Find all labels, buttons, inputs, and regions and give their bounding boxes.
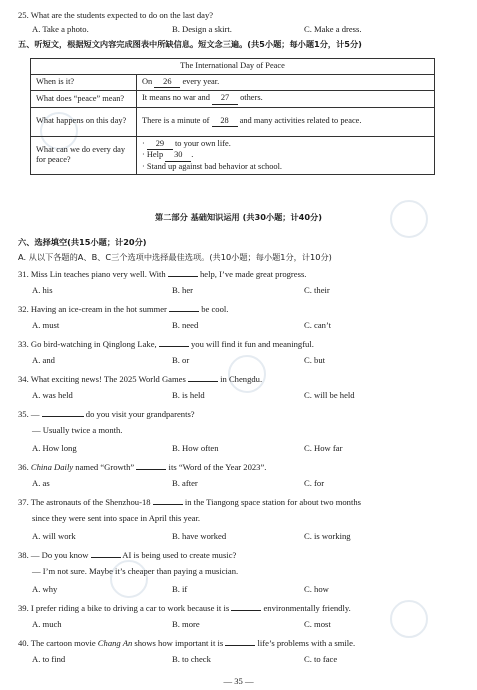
answer-blank-27: 27 [212,93,238,105]
question-38-stem: 38. — Do you know AI is being used to create music? [18,550,237,560]
question-34-stem: 34. What exciting news! The 2025 World Games in Chengdu. [18,374,263,384]
table-row: What can we do every day for peace? · 29 to your own life. · Help 30 . · Stand up against bad behavior at school. [31,136,435,175]
exam-page: 25. What are the students expected to do on the last day? A. Take a photo. B. Design a skirt. C. Make a dress. 五、听短文，根据短文内容完成图表中所缺信息。短文念三遍。(共5小题；每小题1分，计5分) The International Day of Peace When is it? On 26 every year. What does “peace” mean? It means no war and 27 others. What happens on this day? There is a minute of 28 and many activities related to peace. What can we do every day for peace? · 29 to your own life. · Help 30 . · Stand up against bad behavior at school. 第二部分 基础知识运用 (共30小题；计40分) 六、选择填空(共15小题；计20分) A. 从以下各题的A、B、C三个选项中选择最佳选项。(共10小题；每小题1分，计10分) 31. Miss Lin teaches piano very well. With help, I’ve made great progress. A. his B. her C. their 32. Having an ice-cream in the hot summer be cool. A. must B. need C. can’t 33. Go bird-watching in Qinglong Lake, you will find it fun and meaningful. A. and B. or C. but 34. What exciting news! The 2025 World Games in Chengdu. A. was held B. is held C. will be held 35. — do you visit your grandparents? — Usually twice a month. A. How long B. How often C. How far 36. China Daily named “Growth” its “Word of the Year 2023”. A. as B. after C. for 37. The astronauts of the Shenzhou-18 in the Tiangong space station for about two months since they were sent into space in April this year. A. will work B. have worked C. is working 38. — Do you know AI is being used to create music? — I’m not sure. Maybe it’s cheaper than paying a musician. A. why B. if C. how 39. I prefer riding a bike to driving a car to work because it is environmentally friendly. A. much B. more C. most 40. The cartoon movie Chang An shows how important it is life’s problems with a smile. A. to find B. to check C. to face — 35 — [0,0,477,690]
question-35-reply: — Usually twice a month. [32,425,123,435]
question-25-stem: 25. What are the students expected to do on the last day? [18,10,214,20]
part-2-heading: 第二部分 基础知识运用 (共30小题；计40分) [155,212,322,222]
answer-blank-26: 26 [154,77,180,89]
answer-blank-29: 29 [147,139,173,151]
answer-blank-30: 30 [165,150,191,162]
table-row: What does “peace” mean? It means no war and 27 others. [31,91,435,108]
section-6-heading: 六、选择填空(共15小题；计20分) [18,237,147,247]
option-c: C. Make a dress. [304,24,362,34]
question-39-stem: 39. I prefer riding a bike to driving a car to work because it is environmentally friendly. [18,603,351,613]
page-number: — 35 — [223,676,254,686]
question-38-reply: — I’m not sure. Maybe it’s cheaper than paying a musician. [32,566,239,576]
section-5-title: 五、听短文，根据短文内容完成图表中所缺信息。短文念三遍。(共5小题；每小题1分，计5分) [18,39,362,49]
watermark-seal-icon [390,600,428,638]
peace-day-table [30,58,435,175]
answer-blank-28: 28 [212,116,238,128]
option-a: A. Take a photo. [32,24,89,34]
question-40-stem: 40. The cartoon movie Chang An shows how important it is life’s problems with a smile. [18,638,356,648]
question-32-stem: 32. Having an ice-cream in the hot summer be cool. [18,304,229,314]
question-37-stem: 37. The astronauts of the Shenzhou-18 in the Tiangong space station for about two months [18,497,362,507]
table-title: The International Day of Peace [31,59,435,75]
question-37-continued: since they were sent into space in April this year. [32,513,201,523]
section-a-instruction: A. 从以下各题的A、B、C三个选项中选择最佳选项。(共10小题；每小题1分，计10分) [18,252,332,262]
question-35-stem: 35. — do you visit your grandparents? [18,409,195,419]
question-36-stem: 36. China Daily named “Growth” its “Word of the Year 2023”. [18,462,267,472]
question-33-stem: 33. Go bird-watching in Qinglong Lake, you will find it fun and meaningful. [18,339,314,349]
table-row: What happens on this day? There is a minute of 28 and many activities related to peace. [31,107,435,136]
question-31-stem: 31. Miss Lin teaches piano very well. With help, I’ve made great progress. [18,269,307,279]
table-row: When is it? On 26 every year. [31,74,435,91]
option-b: B. Design a skirt. [172,24,232,34]
